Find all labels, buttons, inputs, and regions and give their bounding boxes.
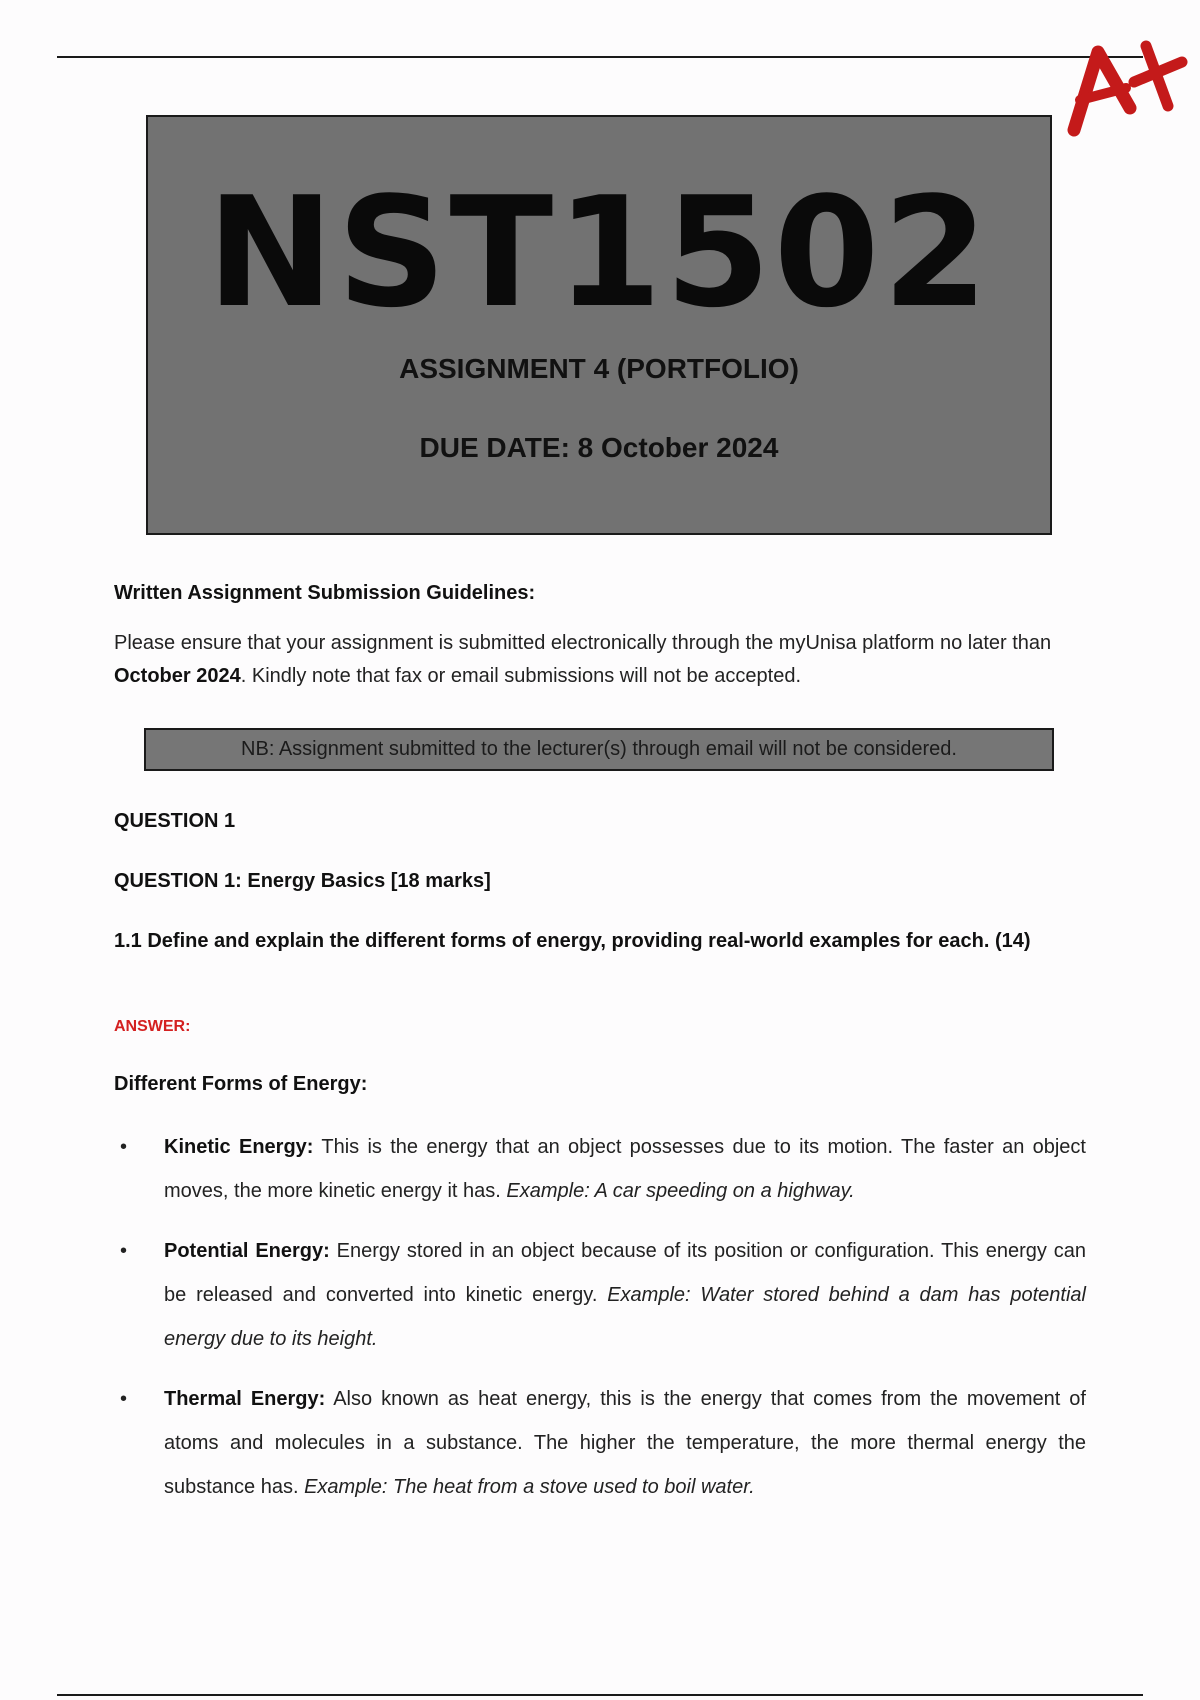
- answer-heading: Different Forms of Energy:: [114, 1073, 368, 1095]
- guidelines-text-before: Please ensure that your assignment is submitted electronically through the myUnisa platform no later than: [114, 632, 1052, 654]
- energy-description: This is the energy that an object possesses due to its motion. The faster an object moves, the more kinetic energy it has.: [164, 1136, 1086, 1202]
- guidelines-text-after: . Kindly note that fax or email submissions will not be accepted.: [240, 665, 802, 687]
- bottom-rule: [57, 1694, 1143, 1696]
- energy-term: Potential Energy:: [164, 1240, 330, 1262]
- list-item: [120, 1377, 1086, 1509]
- grade-stamp: [1060, 22, 1190, 142]
- title-box: [146, 115, 1052, 535]
- energy-example: Example: The heat from a stove used to boil water.: [304, 1476, 755, 1498]
- question-label: QUESTION 1: [114, 810, 236, 832]
- guidelines-text: [114, 627, 1074, 693]
- energy-description: Energy stored in an object because of its position or configuration. This energy can be released and converted into kinetic energy.: [164, 1240, 1086, 1306]
- energy-forms-list: [120, 1125, 1086, 1525]
- sub-question: 1.1 Define and explain the different forms of energy, providing real-world examples for each. (14): [114, 930, 1031, 952]
- top-rule: [57, 56, 1143, 58]
- question-title: QUESTION 1: Energy Basics [18 marks]: [114, 870, 491, 892]
- guidelines-heading: Written Assignment Submission Guidelines:: [114, 582, 536, 604]
- energy-example: Example: Water stored behind a dam has potential energy due to its height.: [164, 1284, 1086, 1350]
- answer-label: ANSWER:: [114, 1018, 191, 1035]
- energy-example: Example: A car speeding on a highway.: [506, 1180, 855, 1202]
- bullet-icon: •: [120, 1136, 128, 1158]
- list-item: [120, 1125, 1086, 1213]
- energy-description: Also known as heat energy, this is the energy that comes from the movement of atoms and molecules in a substance. The higher the temperature, the more thermal energy the substance has.: [164, 1388, 1086, 1498]
- energy-term: Kinetic Energy:: [164, 1136, 314, 1158]
- energy-term: Thermal Energy:: [164, 1388, 326, 1410]
- guidelines-deadline: October 2024: [114, 665, 241, 687]
- course-code: NST1502: [206, 164, 992, 341]
- assignment-name: ASSIGNMENT 4 (PORTFOLIO): [399, 353, 799, 384]
- due-date: DUE DATE: 8 October 2024: [419, 432, 779, 463]
- bullet-icon: •: [120, 1388, 128, 1410]
- notice-box: NB: Assignment submitted to the lecturer(s) through email will not be considered.: [144, 728, 1054, 771]
- bullet-icon: •: [120, 1240, 128, 1262]
- list-item: [120, 1229, 1086, 1361]
